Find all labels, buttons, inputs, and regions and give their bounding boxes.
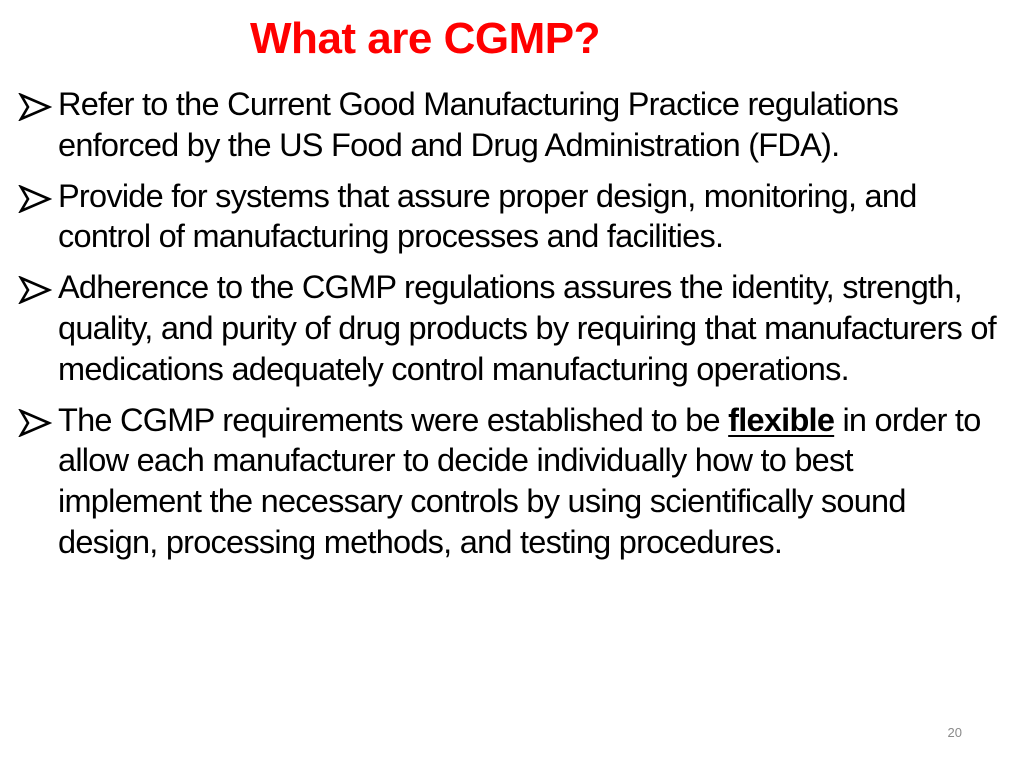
bullet-item <box>18 176 998 258</box>
arrowhead-bullet-icon <box>18 185 52 213</box>
bullet-text-before: The CGMP requirements were established to be <box>58 401 720 438</box>
slide-title: What are CGMP? <box>250 14 600 63</box>
page-number: 20 <box>947 725 962 740</box>
emphasis-word: flexible <box>728 401 835 438</box>
bullet-text: Adherence to the CGMP regulations assures the identity, strength, quality, and purity of drug products by requiring that manufacturers of medications adequately control manufacturing operations. <box>58 269 996 387</box>
bullet-text: Refer to the Current Good Manufacturing Practice regulations enforced by the US Food and Drug Administration (FDA). <box>58 86 899 163</box>
bullet-item <box>18 267 998 389</box>
bullet-text: Provide for systems that assure proper design, monitoring, and control of manufacturing processes and facilities. <box>58 177 917 255</box>
arrowhead-bullet-icon <box>18 409 52 437</box>
bullet-text-after: in order to allow each manufacturer to decide individually how to best implement the necessary controls by using scientifically sound design, processing methods, and testing procedures. <box>58 401 981 560</box>
bullet-list <box>18 84 998 573</box>
bullet-item <box>18 84 998 166</box>
arrowhead-bullet-icon <box>18 93 52 121</box>
bullet-item <box>18 400 998 563</box>
bullet-text <box>58 402 981 560</box>
arrowhead-bullet-icon <box>18 276 52 304</box>
